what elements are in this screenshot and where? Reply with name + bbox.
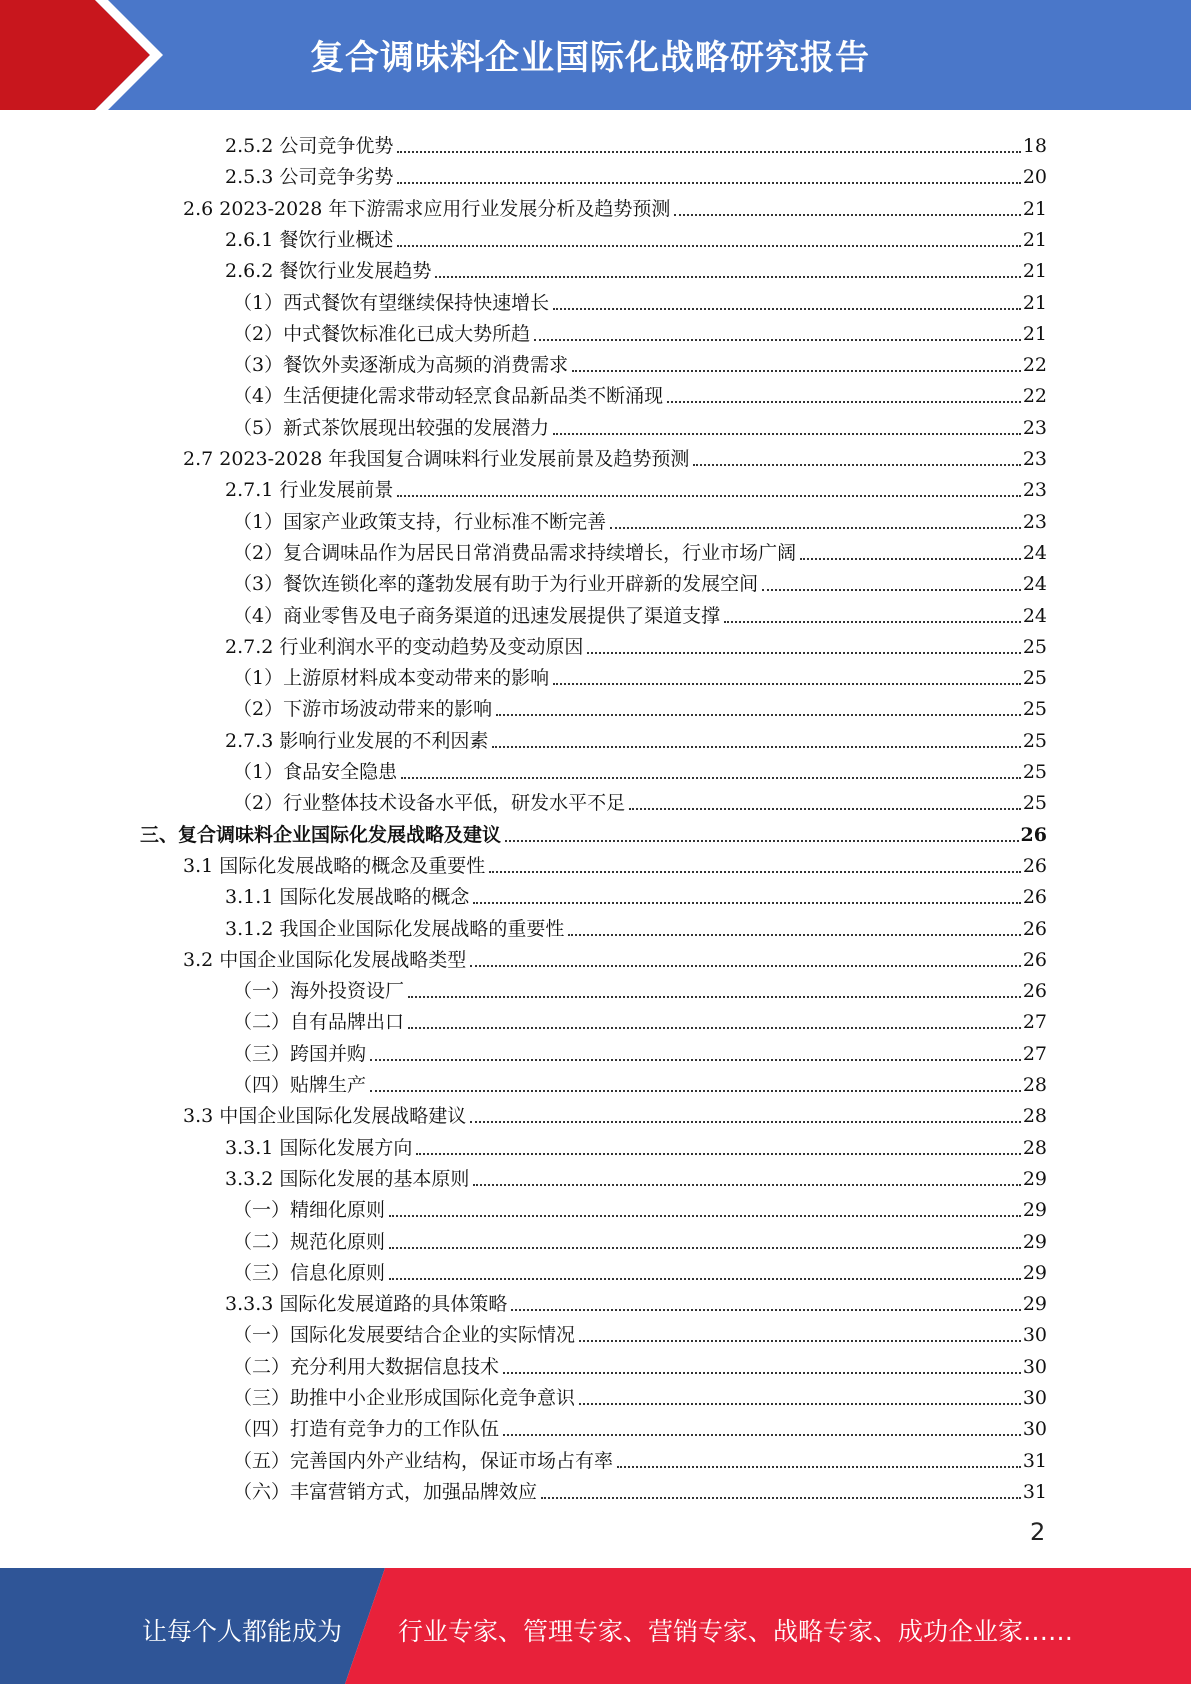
toc-entry-page: 28	[1022, 1074, 1047, 1096]
toc-entry[interactable]	[225, 628, 1047, 659]
toc-entry[interactable]	[233, 1442, 1047, 1473]
toc-entry-page: 22	[1022, 354, 1047, 377]
toc-entry-title: （1）西式餐饮有望继续保持快速增长	[233, 291, 550, 314]
toc-entry-title: （一）国际化发展要结合企业的实际情况	[233, 1324, 576, 1347]
toc-entry-page: 23	[1022, 479, 1047, 502]
toc-entry[interactable]	[233, 565, 1047, 596]
toc-entry-page: 26	[1020, 823, 1047, 846]
toc-entry[interactable]	[183, 847, 1047, 878]
toc-entry[interactable]	[233, 659, 1047, 690]
toc-entry-page: 23	[1022, 416, 1047, 439]
toc-entry-page: 24	[1022, 604, 1047, 627]
toc-entry[interactable]	[233, 284, 1047, 315]
toc-entry[interactable]	[233, 1035, 1047, 1066]
toc-entry[interactable]	[225, 1285, 1047, 1316]
toc-entry[interactable]	[233, 346, 1047, 377]
toc-dot-leader	[541, 1496, 1021, 1499]
toc-dot-leader	[617, 1465, 1021, 1468]
toc-entry-page: 30	[1022, 1324, 1047, 1347]
toc-entry-page: 30	[1022, 1387, 1047, 1409]
toc-entry-page: 21	[1022, 228, 1047, 251]
page-number: 2	[1030, 1518, 1046, 1546]
toc-entry[interactable]	[183, 190, 1047, 221]
toc-dot-leader	[397, 181, 1020, 184]
toc-entry[interactable]	[233, 409, 1047, 440]
toc-entry[interactable]	[233, 597, 1047, 628]
toc-dot-leader	[401, 776, 1021, 779]
toc-dot-leader	[503, 1433, 1021, 1436]
toc-dot-leader	[667, 400, 1021, 403]
toc-entry-page: 31	[1022, 1480, 1047, 1503]
toc-entry-title: （2）行业整体技术设备水平低，研发水平不足	[233, 792, 626, 815]
toc-entry-page: 24	[1022, 541, 1047, 564]
toc-dot-leader	[503, 1371, 1021, 1374]
toc-entry-title: （4）商业零售及电子商务渠道的迅速发展提供了渠道支撑	[233, 604, 721, 627]
toc-entry-page: 23	[1022, 510, 1047, 533]
toc-dot-leader	[572, 369, 1021, 372]
toc-dot-leader	[389, 1214, 1021, 1217]
toc-entry[interactable]	[225, 910, 1047, 941]
toc-entry[interactable]	[233, 377, 1047, 408]
toc-entry-title: 三、复合调味料企业国际化发展战略及建议	[140, 823, 502, 846]
toc-dot-leader	[674, 213, 1020, 216]
toc-dot-leader	[470, 964, 1021, 967]
toc-entry-page: 29	[1022, 1199, 1047, 1222]
toc-entry-title: （2）复合调味品作为居民日常消费品需求持续增长，行业市场广阔	[233, 541, 797, 564]
toc-dot-leader	[629, 807, 1021, 810]
toc-entry-page: 25	[1022, 635, 1047, 658]
toc-entry[interactable]	[233, 534, 1047, 565]
toc-dot-leader	[397, 494, 1020, 497]
toc-dot-leader	[416, 1152, 1020, 1155]
toc-dot-leader	[534, 338, 1021, 341]
toc-entry-page: 29	[1022, 1261, 1047, 1284]
toc-entry-title: （五）完善国内外产业结构，保证市场占有率	[233, 1449, 614, 1472]
toc-entry-title: （2）中式餐饮标准化已成大势所趋	[233, 322, 531, 345]
toc-entry-page: 27	[1022, 1042, 1047, 1065]
page-footer	[0, 1568, 1191, 1684]
toc-entry-title: （一）精细化原则	[233, 1199, 386, 1222]
toc-dot-leader	[579, 1339, 1021, 1342]
toc-entry-page: 23	[1022, 448, 1047, 470]
toc-entry-page: 18	[1022, 135, 1047, 157]
toc-entry-title: 3.1.1 国际化发展战略的概念	[225, 886, 470, 909]
toc-entry-title: （4）生活便捷化需求带动轻烹食品新品类不断涌现	[233, 385, 664, 408]
toc-entry[interactable]	[233, 1410, 1047, 1441]
toc-dot-leader	[408, 995, 1021, 998]
toc-entry[interactable]	[233, 690, 1047, 721]
toc-entry-page: 31	[1022, 1449, 1047, 1472]
toc-entry-title: 2.6 2023-2028 年下游需求应用行业发展分析及趋势预测	[183, 197, 671, 220]
toc-entry[interactable]	[233, 1003, 1047, 1034]
toc-dot-leader	[389, 1246, 1021, 1249]
toc-entry-title: （二）自有品牌出口	[233, 1011, 405, 1034]
toc-entry-page: 25	[1022, 698, 1047, 721]
toc-dot-leader	[473, 1183, 1020, 1186]
toc-entry[interactable]	[233, 1348, 1047, 1379]
toc-entry-title: 2.6.2 餐饮行业发展趋势	[225, 260, 432, 283]
toc-entry-title: 2.7.2 行业利润水平的变动趋势及变动原因	[225, 635, 584, 658]
footer-slogan-right: 行业专家、管理专家、营销专家、战略专家、成功企业家……	[398, 1617, 1074, 1646]
toc-dot-leader	[397, 150, 1020, 153]
toc-entry[interactable]	[233, 315, 1047, 346]
toc-entry[interactable]	[183, 440, 1047, 471]
toc-entry[interactable]	[183, 1097, 1047, 1128]
toc-entry-page: 26	[1022, 917, 1047, 940]
toc-dot-leader	[800, 557, 1021, 560]
toc-entry-page: 24	[1022, 573, 1047, 596]
toc-entry-title: 3.3.1 国际化发展方向	[225, 1136, 413, 1159]
toc-entry[interactable]	[233, 503, 1047, 534]
toc-entry-title: （5）新式茶饮展现出较强的发展潜力	[233, 416, 550, 439]
toc-entry[interactable]	[225, 1160, 1047, 1191]
toc-entry-title: 3.3 中国企业国际化发展战略建议	[183, 1105, 467, 1128]
toc-dot-leader	[610, 526, 1021, 529]
toc-entry-title: （3）餐饮外卖逐渐成为高频的消费需求	[233, 354, 569, 377]
toc-dot-leader	[370, 1089, 1021, 1092]
toc-entry-title: （1）食品安全隐患	[233, 761, 398, 783]
toc-dot-leader	[470, 1120, 1021, 1123]
toc-entry[interactable]	[233, 1191, 1047, 1222]
toc-entry-page: 29	[1022, 1230, 1047, 1253]
toc-entry-title: 2.5.3 公司竞争劣势	[225, 166, 394, 189]
toc-entry-title: （一）海外投资设厂	[233, 980, 405, 1003]
toc-entry[interactable]	[225, 252, 1047, 283]
toc-entry[interactable]	[183, 941, 1047, 972]
toc-entry[interactable]	[225, 158, 1047, 189]
toc-entry-page: 21	[1022, 197, 1047, 220]
toc-entry-page: 30	[1022, 1355, 1047, 1378]
toc-entry[interactable]	[233, 784, 1047, 815]
toc-entry[interactable]	[140, 816, 1047, 847]
toc-dot-leader	[473, 901, 1020, 904]
toc-entry-page: 26	[1022, 886, 1047, 909]
toc-dot-leader	[505, 839, 1019, 842]
toc-entry-title: （三）助推中小企业形成国际化竞争意识	[233, 1387, 576, 1409]
toc-entry-title: 3.1.2 我国企业国际化发展战略的重要性	[225, 917, 565, 940]
toc-entry-page: 21	[1022, 291, 1047, 314]
toc-entry[interactable]	[233, 1473, 1047, 1504]
toc-entry-page: 25	[1022, 667, 1047, 690]
toc-entry-title: 3.1 国际化发展战略的概念及重要性	[183, 854, 486, 877]
toc-entry-title: （1）国家产业政策支持，行业标准不断完善	[233, 510, 607, 533]
toc-dot-leader	[511, 1308, 1020, 1311]
toc-dot-leader	[553, 682, 1021, 685]
toc-entry-page: 21	[1022, 322, 1047, 345]
toc-entry-title: 2.7.3 影响行业发展的不利因素	[225, 729, 489, 752]
toc-entry-title: 2.7.1 行业发展前景	[225, 479, 394, 502]
toc-entry-page: 22	[1022, 385, 1047, 408]
toc-entry-title: （六）丰富营销方式，加强品牌效应	[233, 1480, 538, 1503]
toc-entry-title: （2）下游市场波动带来的影响	[233, 698, 493, 721]
toc-entry-page: 25	[1022, 792, 1047, 815]
toc-dot-leader	[693, 463, 1020, 466]
toc-entry-title: （3）餐饮连锁化率的蓬勃发展有助于为行业开辟新的发展空间	[233, 573, 759, 596]
toc-entry-page: 29	[1022, 1167, 1047, 1190]
toc-dot-leader	[389, 1277, 1021, 1280]
toc-entry-title: （二）规范化原则	[233, 1230, 386, 1253]
toc-entry-page: 26	[1022, 948, 1047, 971]
toc-entry-page: 28	[1022, 1136, 1047, 1159]
toc-entry-title: 2.6.1 餐饮行业概述	[225, 228, 394, 251]
toc-entry[interactable]	[225, 127, 1047, 158]
toc-dot-leader	[408, 1026, 1021, 1029]
toc-dot-leader	[762, 588, 1021, 591]
toc-entry-title: 3.2 中国企业国际化发展战略类型	[183, 948, 467, 971]
toc-entry-title: 2.7 2023-2028 年我国复合调味料行业发展前景及趋势预测	[183, 448, 690, 470]
toc-dot-leader	[579, 1402, 1021, 1405]
toc-entry-page: 21	[1022, 260, 1047, 283]
toc-entry-title: （二）充分利用大数据信息技术	[233, 1355, 500, 1378]
toc-entry-title: （三）信息化原则	[233, 1261, 386, 1284]
toc-dot-leader	[553, 432, 1021, 435]
toc-entry-page: 25	[1022, 729, 1047, 752]
toc-entry-title: （四）打造有竞争力的工作队伍	[233, 1418, 500, 1441]
toc-entry-page: 26	[1022, 854, 1047, 877]
toc-entry-title: 3.3.3 国际化发展道路的具体策略	[225, 1293, 508, 1316]
toc-dot-leader	[724, 620, 1021, 623]
toc-entry-title: 2.5.2 公司竞争优势	[225, 135, 394, 157]
page-header	[0, 0, 1191, 110]
toc-dot-leader	[553, 307, 1021, 310]
toc-dot-leader	[435, 275, 1020, 278]
toc-dot-leader	[492, 745, 1020, 748]
toc-entry[interactable]	[225, 722, 1047, 753]
toc-entry[interactable]	[233, 1223, 1047, 1254]
toc-entry-title: （1）上游原材料成本变动带来的影响	[233, 667, 550, 690]
toc-entry-page: 28	[1022, 1105, 1047, 1128]
header-title: 复合调味料企业国际化战略研究报告	[310, 38, 870, 78]
toc-entry-page: 30	[1022, 1418, 1047, 1441]
toc-entry[interactable]	[225, 1129, 1047, 1160]
toc-entry[interactable]	[225, 471, 1047, 502]
toc-entry-page: 20	[1022, 166, 1047, 189]
toc-dot-leader	[496, 713, 1021, 716]
toc-entry[interactable]	[225, 221, 1047, 252]
toc-dot-leader	[370, 1058, 1021, 1061]
toc-dot-leader	[397, 244, 1020, 247]
toc-entry[interactable]	[233, 1254, 1047, 1285]
toc-entry-page: 25	[1022, 761, 1047, 783]
toc-entry[interactable]	[225, 878, 1047, 909]
toc-dot-leader	[587, 651, 1020, 654]
toc-dot-leader	[568, 933, 1020, 936]
toc-entry[interactable]	[233, 753, 1047, 784]
footer-slogan-left: 让每个人都能成为	[142, 1617, 343, 1646]
toc-entry-page: 29	[1022, 1293, 1047, 1316]
toc-entry-title: （三）跨国并购	[233, 1042, 367, 1065]
toc-entry[interactable]	[233, 1379, 1047, 1410]
toc-dot-leader	[489, 870, 1021, 873]
toc-entry[interactable]	[233, 972, 1047, 1003]
toc-entry-title: （四）贴牌生产	[233, 1074, 367, 1096]
toc-entry-page: 27	[1022, 1011, 1047, 1034]
toc-entry[interactable]	[233, 1316, 1047, 1347]
toc-entry-page: 26	[1022, 980, 1047, 1003]
toc-entry-title: 3.3.2 国际化发展的基本原则	[225, 1167, 470, 1190]
toc-entry[interactable]	[233, 1066, 1047, 1097]
